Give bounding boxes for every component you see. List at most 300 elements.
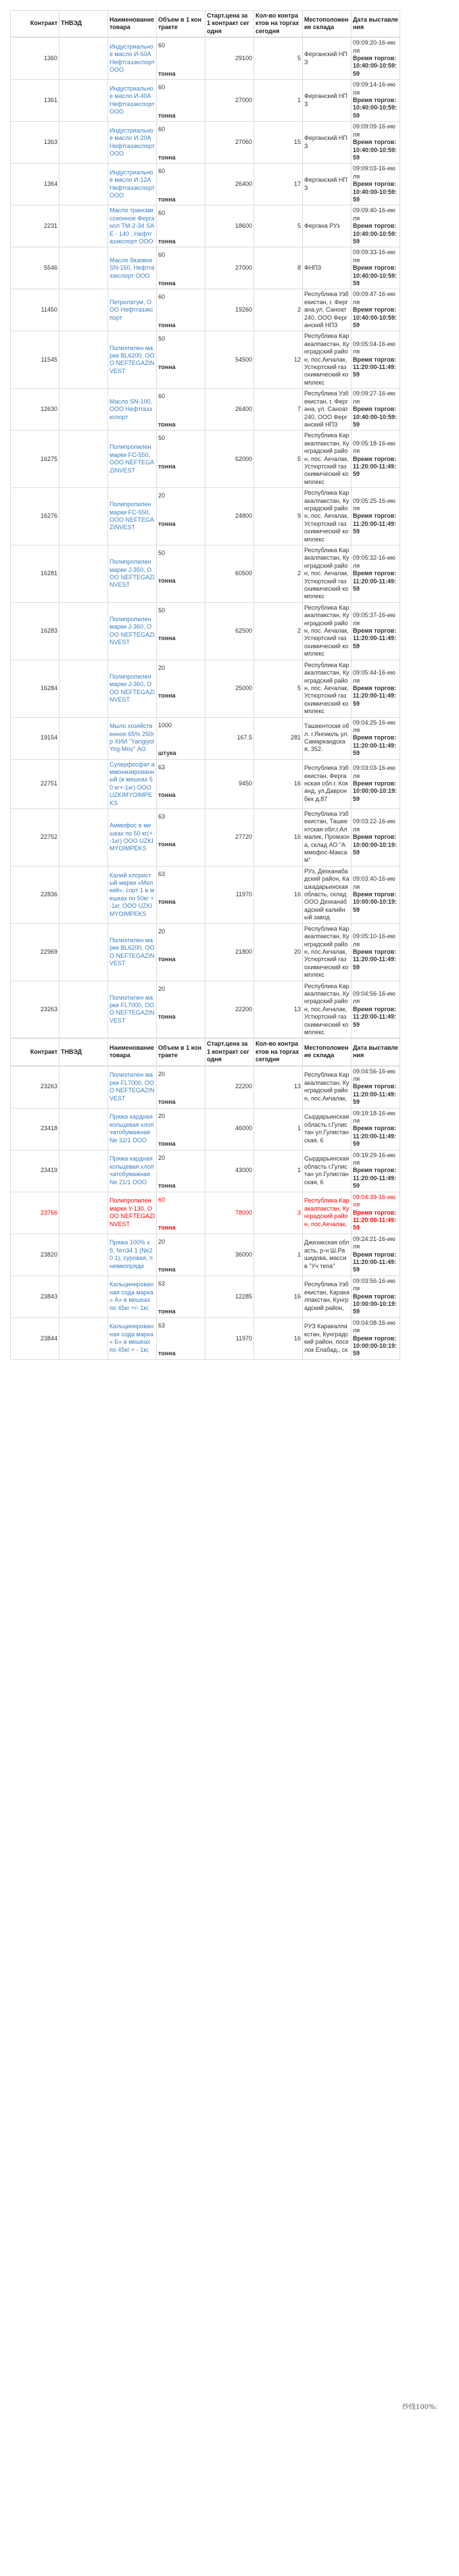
contracts-table-1	[10, 10, 400, 1038]
trade-time: 11:20:00-11:49:59	[353, 692, 397, 707]
trade-time-label: Время торгов:	[353, 1250, 397, 1258]
contract-count: 13	[254, 1066, 303, 1109]
volume-unit: тонна	[158, 520, 176, 527]
trade-time: 11:20:00-11:49:59	[353, 1132, 397, 1148]
contract-count: 16	[254, 866, 303, 923]
product-link[interactable]: Пряжа кардная кольцевая хлопчатобумажная Ne 32/1 ООО	[110, 1113, 154, 1144]
product-cell	[108, 1150, 157, 1192]
contract-id: 23419	[11, 1150, 59, 1192]
tnved-code	[59, 1108, 108, 1150]
table-row	[11, 1066, 400, 1109]
posted-time: 09:04:25-16-июля	[353, 719, 395, 733]
contract-id: 23820	[11, 1234, 59, 1275]
product-link[interactable]: Масло трансмиссионное Ферганол ТМ-2-34 SAE - 140 , Нефтгазэкспорт ООО	[110, 207, 155, 245]
contract-id: 23844	[11, 1317, 59, 1359]
product-cell	[108, 389, 157, 431]
warehouse-location: Республика Каракалпакстан, Кунградский район, пос.Акчалак, Устюртский газохимический комплекс	[303, 923, 352, 981]
tnved-code	[59, 80, 108, 122]
date-cell	[352, 164, 400, 205]
contract-count: 5	[254, 660, 303, 717]
volume-unit: тонна	[158, 363, 176, 370]
header-product: Наименование товара	[108, 11, 157, 38]
product-cell	[108, 809, 157, 867]
posted-time: 09:03:40-16-июля	[353, 875, 395, 890]
tnved-code	[59, 981, 108, 1038]
product-link[interactable]: Петролатум, ООО Нефтгазэкспорт	[110, 298, 153, 321]
contract-id: 23263	[11, 981, 59, 1038]
tnved-code	[59, 717, 108, 759]
table-row	[11, 488, 400, 545]
trade-time-label: Время торгов:	[353, 684, 397, 691]
tnved-code	[59, 1275, 108, 1317]
contract-count: 5	[254, 205, 303, 247]
date-cell	[352, 866, 400, 923]
volume-cell	[157, 164, 206, 205]
warehouse-location: Ферганский НПЗ	[303, 37, 352, 80]
trade-time-label: Время торгов:	[353, 139, 397, 146]
date-cell	[352, 545, 400, 603]
volume-unit: тонна	[158, 1350, 176, 1357]
warehouse-location: Джизакская область, р-н Ш.Рашидова, массив "Уч тепа"	[303, 1234, 352, 1275]
trade-time-label: Время торгов:	[353, 780, 397, 787]
product-link[interactable]: Полипропилен марки J-360, ООО NEFTEGAZINVEST	[110, 673, 155, 704]
start-price: 43000	[206, 1150, 254, 1192]
start-price: 27720	[206, 809, 254, 867]
trade-time-label: Время торгов:	[353, 833, 397, 841]
volume-cell	[157, 1066, 206, 1109]
trade-time: 11:20:00-11:49:59	[353, 577, 397, 593]
table-header-row	[11, 1039, 400, 1066]
contract-id: 19154	[11, 717, 59, 759]
start-price: 26400	[206, 389, 254, 431]
header-location: Местоположение склада	[303, 11, 352, 38]
volume-value: 50	[158, 335, 166, 343]
volume-unit: тонна	[158, 1182, 176, 1190]
posted-time: 09:03:03-16-июля	[353, 764, 395, 779]
contract-id: 1360	[11, 37, 59, 80]
warehouse-location: Ферганский НПЗ	[303, 80, 352, 122]
contract-id: 16275	[11, 431, 59, 488]
trade-time-label: Время торгов:	[353, 1005, 397, 1013]
volume-unit: тонна	[158, 956, 176, 963]
trade-time-label: Время торгов:	[353, 55, 397, 62]
product-link[interactable]: Полипропилен марки FC-550, ООО NEFTEGAZINVEST	[110, 443, 155, 474]
product-link[interactable]: Полиэтилен марки BL6200, ООО NEFTEGAZINVEST	[110, 344, 155, 374]
table-row	[11, 809, 400, 867]
volume-value: 60	[158, 393, 166, 400]
trade-time-label: Время торгов:	[353, 627, 397, 635]
trade-time-label: Время торгов:	[353, 512, 397, 520]
posted-time: 09:09:03-16-июля	[353, 165, 395, 180]
trade-time-label: Время торгов:	[353, 1167, 397, 1174]
volume-value: 60	[158, 210, 166, 217]
header-volume: Объем в 1 контракте	[157, 1039, 206, 1066]
start-price: 25000	[206, 660, 254, 717]
contract-count: 16	[254, 759, 303, 808]
product-link[interactable]: Пряжа 100% х б, Nm34 1 (Ne20 1), суровая, пневмопряди	[110, 1239, 153, 1269]
volume-cell	[157, 545, 206, 603]
tnved-code	[59, 923, 108, 981]
tnved-code	[59, 1234, 108, 1275]
volume-cell	[157, 1317, 206, 1359]
contract-count: 5	[254, 37, 303, 80]
volume-unit: тонна	[158, 1266, 176, 1273]
posted-time: 09:09:33-16-июля	[353, 249, 395, 264]
trade-time-label: Время торгов:	[353, 306, 397, 314]
trade-time-label: Время торгов:	[353, 1334, 397, 1342]
table-row	[11, 247, 400, 289]
volume-cell	[157, 1108, 206, 1150]
posted-time: 09:19:29-16-июля	[353, 1151, 395, 1167]
volume-cell	[157, 331, 206, 389]
tnved-code	[59, 1192, 108, 1234]
volume-unit: тонна	[158, 462, 176, 470]
product-cell	[108, 1317, 157, 1359]
product-cell	[108, 660, 157, 717]
volume-cell	[157, 37, 206, 80]
trade-time: 10:40:00-10:59:59	[353, 413, 397, 428]
contract-id: 1363	[11, 122, 59, 164]
contract-count: 1	[254, 1150, 303, 1192]
volume-value: 63	[158, 813, 166, 820]
table-row	[11, 289, 400, 331]
table-row	[11, 164, 400, 205]
date-cell	[352, 1275, 400, 1317]
product-link[interactable]: Индустриальное масло И-50А Нефтгазэкспорт ООО	[110, 43, 155, 74]
volume-cell	[157, 1150, 206, 1192]
product-link[interactable]: Индустриальное масло И-20А Нефтгазэкспорт ООО	[110, 126, 155, 157]
contract-id: 23766	[11, 1192, 59, 1234]
header-count: Кол-во контрактов на торгах сегодня	[254, 11, 303, 38]
date-cell	[352, 37, 400, 80]
tnved-code	[59, 488, 108, 545]
trade-time-label: Время торгов:	[353, 1083, 397, 1090]
trade-time-label: Время торгов:	[353, 1292, 397, 1300]
product-link[interactable]: Полипропилен марки FC-550, ООО NEFTEGAZINVEST	[110, 501, 155, 531]
warehouse-location: Республика Каракалпакстан, Кунградский район, пос.Акчалак, Устюртский газохимический комплекс	[303, 331, 352, 389]
volume-unit: тонна	[158, 420, 176, 428]
start-price: 9450	[206, 759, 254, 808]
start-price: 11970	[206, 866, 254, 923]
volume-cell	[157, 1234, 206, 1275]
warehouse-location: Республика Узбекистан, г. Фергана,ул. Саноат 240, ООО Ферганский НПЗ	[303, 289, 352, 331]
date-cell	[352, 389, 400, 431]
date-cell	[352, 331, 400, 389]
contract-count: 5	[254, 431, 303, 488]
trade-time-label: Время торгов:	[353, 891, 397, 898]
contract-id: 1364	[11, 164, 59, 205]
product-link[interactable]: Калий хлористый марки «Мелкий», сорт 1 в мешках по 50кг + -1кг, ООО UZKIMYOIMPEKS	[110, 871, 155, 917]
start-price: 54500	[206, 331, 254, 389]
header-date: Дата выставления	[352, 11, 400, 38]
date-cell	[352, 80, 400, 122]
product-cell	[108, 545, 157, 603]
table-row	[11, 923, 400, 981]
header-tnved: ТНВЭД	[59, 1039, 108, 1066]
contract-id: 22836	[11, 866, 59, 923]
tnved-code	[59, 809, 108, 867]
header-product: Наименование товара	[108, 1039, 157, 1066]
volume-unit: тонна	[158, 237, 176, 245]
product-cell	[108, 1234, 157, 1275]
contract-count: 1	[254, 1108, 303, 1150]
trade-time: 10:40:00-10:59:59	[353, 146, 397, 161]
table-row	[11, 602, 400, 660]
warehouse-location: РУз, Дехканабадский район, Кашкадарьинская область, склад ООО Дехканабадский калийный завод	[303, 866, 352, 923]
contract-id: 22751	[11, 759, 59, 808]
contract-count: 1	[254, 80, 303, 122]
volume-value: 60	[158, 126, 166, 133]
product-cell	[108, 122, 157, 164]
volume-value: 60	[158, 1196, 166, 1203]
posted-time: 09:05:10-16-июля	[353, 933, 395, 948]
warehouse-location: Республика Каракалпакстан, Кунградский район, пос.Акчалак,	[303, 1192, 352, 1234]
start-price: 27060	[206, 122, 254, 164]
volume-cell	[157, 981, 206, 1038]
product-link[interactable]: Масло базовое SN-150, Нефтгазэкспорт ООО	[110, 256, 155, 279]
table-row	[11, 122, 400, 164]
volume-cell	[157, 205, 206, 247]
volume-value: 60	[158, 84, 166, 91]
contract-count: 281	[254, 717, 303, 759]
trade-time-label: Время торгов:	[353, 222, 397, 230]
date-cell	[352, 1066, 400, 1109]
trade-time: 10:40:00-10:59:59	[353, 314, 397, 329]
date-cell	[352, 1150, 400, 1192]
warehouse-location: Ферганский НПЗ	[303, 164, 352, 205]
trade-time: 10:00:00-10:19:59	[353, 841, 397, 856]
product-link[interactable]: Индустриальное масло И-40А Нефтгазэкспорт ООО	[110, 84, 155, 116]
volume-unit: тонна	[158, 791, 176, 798]
tnved-code	[59, 289, 108, 331]
table-row	[11, 431, 400, 488]
start-price: 12285	[206, 1275, 254, 1317]
volume-unit: штука	[158, 749, 176, 756]
volume-cell	[157, 431, 206, 488]
tnved-code	[59, 602, 108, 660]
posted-time: 09:05:37-16-июля	[353, 612, 395, 627]
volume-value: 63	[158, 1321, 166, 1329]
volume-unit: тонна	[158, 153, 176, 161]
volume-value: 60	[158, 42, 166, 49]
warehouse-location: Республика Каракалпакстан, Кунградский район, пос.Акчалак,	[303, 1066, 352, 1109]
trade-time: 11:20:00-11:49:59	[353, 1013, 397, 1028]
volume-unit: тонна	[158, 195, 176, 203]
tnved-code	[59, 164, 108, 205]
warehouse-location: Республика Узбекистан, г. Фергана, ул. Саноат 240, ООО Ферганский НПЗ	[303, 389, 352, 431]
tnved-code	[59, 122, 108, 164]
product-cell	[108, 1066, 157, 1109]
contract-count: 9	[254, 488, 303, 545]
tnved-code	[59, 247, 108, 289]
header-volume: Объем в 1 контракте	[157, 11, 206, 38]
posted-time: 09:05:44-16-июля	[353, 669, 395, 684]
product-link[interactable]: Суперфосфат аммонизированный (в мешках 50 кг+-1кг) ООО UZKIMYOIMPEKS	[110, 760, 155, 806]
contract-id: 12630	[11, 389, 59, 431]
product-cell	[108, 331, 157, 389]
product-link[interactable]: Индустриальное масло И-12А Нефтгазэкспорт ООО	[110, 169, 155, 199]
trade-time: 10:00:00-10:19:59	[353, 1300, 397, 1315]
tnved-code	[59, 1150, 108, 1192]
table-body-2	[11, 1066, 400, 1360]
contract-count: 7	[254, 389, 303, 431]
warehouse-location: РУЗ Каракалпакстан, Кунградский район, поселок Елабад., ск	[303, 1317, 352, 1359]
posted-time: 09:05:25-16-июля	[353, 497, 395, 512]
start-price: 78000	[206, 1192, 254, 1234]
date-cell	[352, 660, 400, 717]
product-cell	[108, 1275, 157, 1317]
volume-value: 20	[158, 1070, 166, 1077]
product-link[interactable]: Полиэтилен марки BL6200, ООО NEFTEGAZINVEST	[110, 936, 155, 967]
start-price: 167.5	[206, 717, 254, 759]
product-cell	[108, 866, 157, 923]
start-price: 22200	[206, 1066, 254, 1109]
contract-count: 1	[254, 1234, 303, 1275]
volume-value: 20	[158, 492, 166, 500]
trade-time: 10:00:00-10:19:59	[353, 1342, 397, 1357]
header-date: Дата выставления	[352, 1039, 400, 1066]
contract-count: 16	[254, 809, 303, 867]
warehouse-location: Республика Узбекистан, Ташкентская обл.г.Алмалик, Промзона, склад АО "Аммофос-Максам"	[303, 809, 352, 867]
table-row	[11, 759, 400, 808]
contract-count: 12	[254, 331, 303, 389]
warehouse-location: Республика Каракалпакстан, Кунградский район, пос.Акчалак, Устюртский газохимический комплекс	[303, 981, 352, 1038]
posted-time: 09:04:56-16-июля	[353, 1067, 395, 1082]
tnved-code	[59, 389, 108, 431]
posted-time: 09:24:21-16-июля	[353, 1235, 395, 1250]
warehouse-location: Республика Каракалпакстан, Кунградский район, пос. Акчалак, Устюртский газохимический комплекс	[303, 660, 352, 717]
posted-time: 09:04:08-16-июля	[353, 1319, 395, 1334]
volume-value: 20	[158, 1154, 166, 1161]
volume-cell	[157, 289, 206, 331]
table-header-row	[11, 11, 400, 38]
contract-id: 5546	[11, 247, 59, 289]
volume-value: 50	[158, 606, 166, 614]
start-price: 36000	[206, 1234, 254, 1275]
start-price: 27000	[206, 247, 254, 289]
warehouse-location: Ферганский НПЗ	[303, 122, 352, 164]
contract-id: 23263	[11, 1066, 59, 1109]
trade-time: 11:20:00-11:49:59	[353, 1090, 397, 1106]
date-cell	[352, 1234, 400, 1275]
product-link[interactable]: Масло SN-100, ООО Нефтгазэкспорт	[110, 397, 153, 420]
volume-cell	[157, 1275, 206, 1317]
trade-time-label: Время торгов:	[353, 97, 397, 104]
tnved-code	[59, 660, 108, 717]
contract-id: 16284	[11, 660, 59, 717]
contract-id: 22752	[11, 809, 59, 867]
warehouse-location: Республика Каракалпакстан, Кунградский район, пос. Акчалак, Устюртский газохимический комплекс	[303, 602, 352, 660]
product-link[interactable]: Полипропилен марки J-360, ООО NEFTEGAZINVEST	[110, 615, 155, 646]
volume-cell	[157, 759, 206, 808]
posted-time: 09:05:32-16-июля	[353, 554, 395, 569]
warehouse-location: Республика Узбекистан, Ферганская обл.г. Коканд, ул.Давронбек д,87	[303, 759, 352, 808]
tnved-code	[59, 37, 108, 80]
volume-value: 50	[158, 550, 166, 556]
volume-cell	[157, 389, 206, 431]
date-cell	[352, 488, 400, 545]
product-link[interactable]: Полипропилен марки Y-130, ООО NEFTEGAZINVEST	[110, 1197, 155, 1228]
contract-count: 17	[254, 164, 303, 205]
table-row	[11, 1150, 400, 1192]
product-cell	[108, 205, 157, 247]
volume-value: 20	[158, 1238, 166, 1245]
table-row	[11, 1234, 400, 1275]
start-price: 11970	[206, 1317, 254, 1359]
posted-time: 09:09:27-16-июля	[353, 390, 395, 405]
table-row	[11, 866, 400, 923]
product-link[interactable]: Аммофос в мешках по 50 кг(+ -1кг) ООО UZKIMYOIMPEKS	[110, 822, 153, 852]
posted-time: 09:04:56-16-июля	[353, 990, 395, 1005]
header-contract: Контракт	[11, 11, 59, 38]
trade-time: 10:00:00-10:19:59	[353, 787, 397, 802]
contract-count: 16	[254, 1317, 303, 1359]
volume-value: 20	[158, 1112, 166, 1119]
volume-value: 60	[158, 251, 166, 259]
trade-time-label: Время торгов:	[353, 570, 397, 577]
product-link[interactable]: Полиэтилен марки FL7000, ООО NEFTEGAZINVEST	[110, 1071, 155, 1102]
posted-time: 09:05:18-16-июля	[353, 439, 395, 455]
trade-time: 10:40:00-10:59:59	[353, 62, 397, 77]
product-cell	[108, 717, 157, 759]
tnved-code	[59, 431, 108, 488]
trade-time: 10:40:00-10:59:59	[353, 272, 397, 287]
date-cell	[352, 289, 400, 331]
trade-time: 11:20:00-11:49:59	[353, 956, 397, 971]
warehouse-location: ФНПЗ	[303, 247, 352, 289]
volume-unit: тонна	[158, 577, 176, 585]
contract-id: 23843	[11, 1275, 59, 1317]
volume-unit: тонна	[158, 279, 176, 287]
contract-count: 15	[254, 122, 303, 164]
trade-time-label: Время торгов:	[353, 734, 397, 742]
volume-cell	[157, 1192, 206, 1234]
date-cell	[352, 923, 400, 981]
start-price: 24800	[206, 488, 254, 545]
volume-unit: тонна	[158, 70, 176, 77]
volume-unit: тонна	[158, 321, 176, 329]
warehouse-location: Сырдарьинская область г.Гулистан ул.Гулистанская, 6	[303, 1108, 352, 1150]
product-link[interactable]: Полиэтилен марки FL7000, ООО NEFTEGAZINVEST	[110, 994, 155, 1024]
posted-time: 09:09:20-16-июля	[353, 39, 395, 54]
volume-cell	[157, 660, 206, 717]
contract-count: 2	[254, 602, 303, 660]
header-price: Старт.цена за 1 контракт сегодня	[206, 1039, 254, 1066]
product-cell	[108, 80, 157, 122]
product-link[interactable]: Пряжа кардная кольцевая хлопчатобумажная Ne 21/1 ООО	[110, 1155, 154, 1186]
table-row	[11, 389, 400, 431]
product-cell	[108, 1192, 157, 1234]
product-cell	[108, 759, 157, 808]
volume-unit: тонна	[158, 692, 176, 700]
posted-time: 09:09:40-16-июля	[353, 207, 395, 222]
posted-time: 09:09:47-16-июля	[353, 291, 395, 306]
contract-id: 22969	[11, 923, 59, 981]
product-link[interactable]: Полипропилен марки J-350, ООО NEFTEGAZINVEST	[110, 558, 155, 589]
product-link[interactable]: Мыло хозяйственное 65% 250гр ХИИ "Yangiyol Yog-Moy" АО	[110, 723, 155, 753]
start-price: 18600	[206, 205, 254, 247]
trade-time: 10:40:00-10:59:59	[353, 230, 397, 245]
contract-count: 13	[254, 981, 303, 1038]
start-price: 60500	[206, 545, 254, 603]
product-link[interactable]: Кальцинированная сода марка « Б» в мешках по 45кг + - 1кг,	[110, 1323, 154, 1353]
product-link[interactable]: Кальцинированная сода марка « А» в мешках по 45кг +/- 1кг,	[110, 1281, 154, 1311]
trade-time-label: Время торгов:	[353, 1125, 397, 1132]
table-row	[11, 981, 400, 1038]
trade-time: 11:20:00-11:49:59	[353, 635, 397, 650]
product-cell	[108, 488, 157, 545]
volume-cell	[157, 488, 206, 545]
